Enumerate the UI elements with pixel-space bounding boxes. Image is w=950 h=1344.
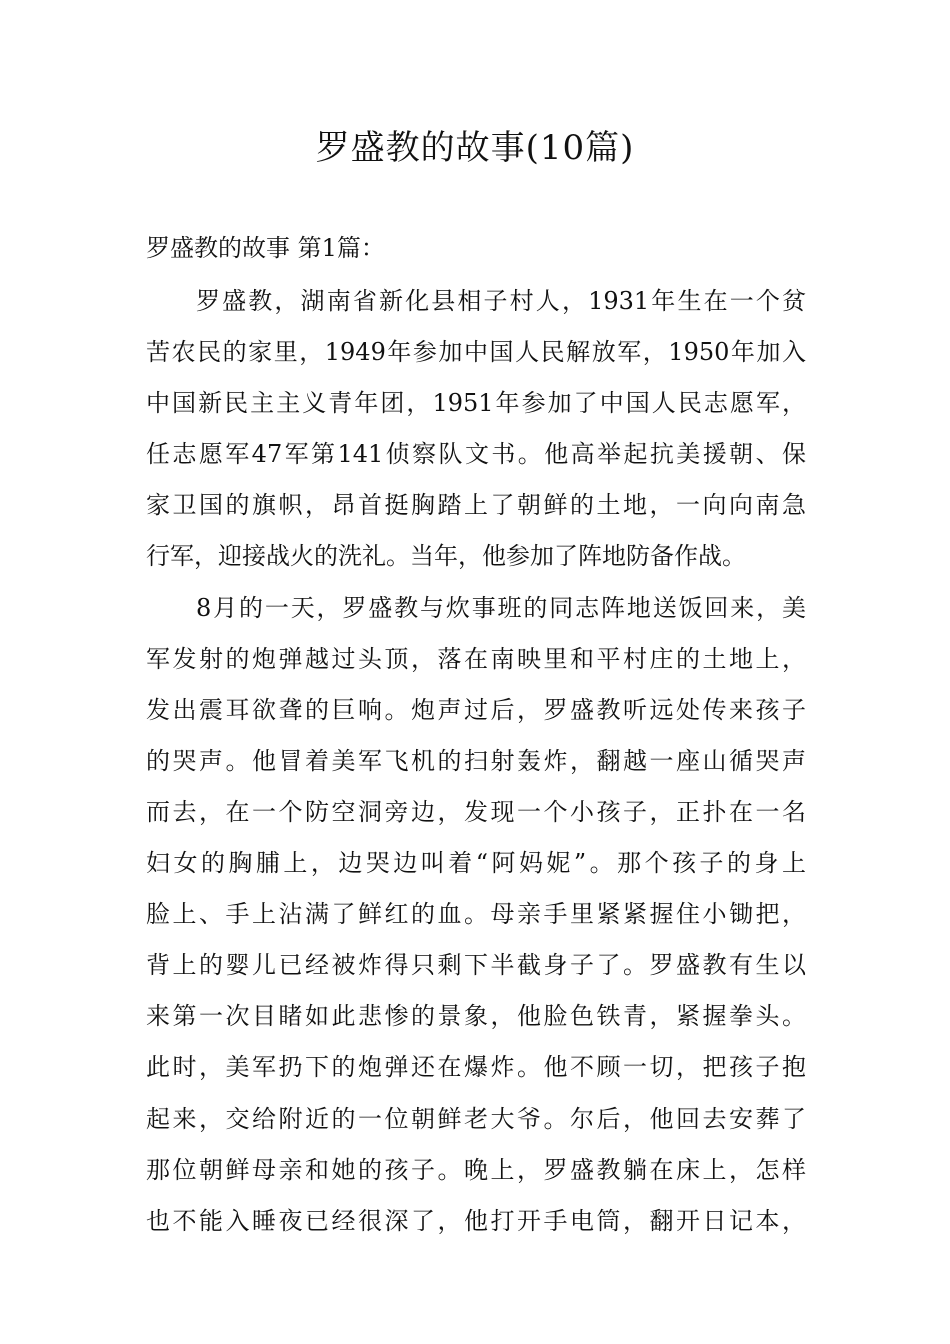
text-line: 背上的婴儿已经被炸得只剩下半截身子了。罗盛教有生以 bbox=[146, 951, 806, 980]
text-line: 来第一次目睹如此悲惨的景象，他脸色铁青，紧握拳头。 bbox=[146, 1002, 806, 1031]
text-line: 中国新民主主义青年团，1951年参加了中国人民志愿军， bbox=[146, 389, 806, 418]
text-line: 也不能入睡夜已经很深了，他打开手电筒，翻开日记本， bbox=[146, 1206, 806, 1235]
text-line: 家卫国的旗帜，昂首挺胸踏上了朝鲜的土地，一向向南急 bbox=[146, 491, 806, 520]
text-line: 军发射的炮弹越过头顶，落在南映里和平村庄的土地上， bbox=[146, 644, 806, 673]
text-line: 那位朝鲜母亲和她的孩子。晚上，罗盛教躺在床上，怎样 bbox=[146, 1155, 806, 1184]
text-line: 脸上、手上沾满了鲜红的血。母亲手里紧紧握住小锄把， bbox=[146, 900, 806, 929]
text-line: 起来，交给附近的一位朝鲜老大爷。尔后，他回去安葬了 bbox=[146, 1104, 806, 1133]
text-line: 任志愿军47军第141侦察队文书。他高举起抗美援朝、保 bbox=[146, 440, 806, 469]
document-title: 罗盛教的故事(10篇) bbox=[315, 128, 635, 168]
text-line: 妇女的胸脯上，边哭边叫着“阿妈妮”。那个孩子的身上 bbox=[146, 849, 806, 878]
text-line: 的哭声。他冒着美军飞机的扫射轰炸，翻越一座山循哭声 bbox=[146, 746, 806, 775]
text-line: 发出震耳欲聋的巨响。炮声过后，罗盛教听远处传来孩子 bbox=[146, 695, 806, 724]
text-line: 8月的一天，罗盛教与炊事班的同志阵地送饭回来，美 bbox=[196, 593, 806, 622]
text-line: 行军，迎接战火的洗礼。当年，他参加了阵地防备作战。 bbox=[146, 542, 746, 571]
text-line: 此时，美军扔下的炮弹还在爆炸。他不顾一切，把孩子抱 bbox=[146, 1053, 806, 1082]
text-line: 而去，在一个防空洞旁边，发现一个小孩子，正扑在一名 bbox=[146, 797, 806, 826]
body-text bbox=[146, 282, 806, 1253]
text-line: 罗盛教，湖南省新化县相子村人，1931年生在一个贫 bbox=[196, 287, 806, 315]
section-heading: 罗盛教的故事 第1篇： bbox=[146, 234, 385, 262]
text-line: 苦农民的家里，1949年参加中国人民解放军，1950年加入 bbox=[146, 338, 806, 367]
